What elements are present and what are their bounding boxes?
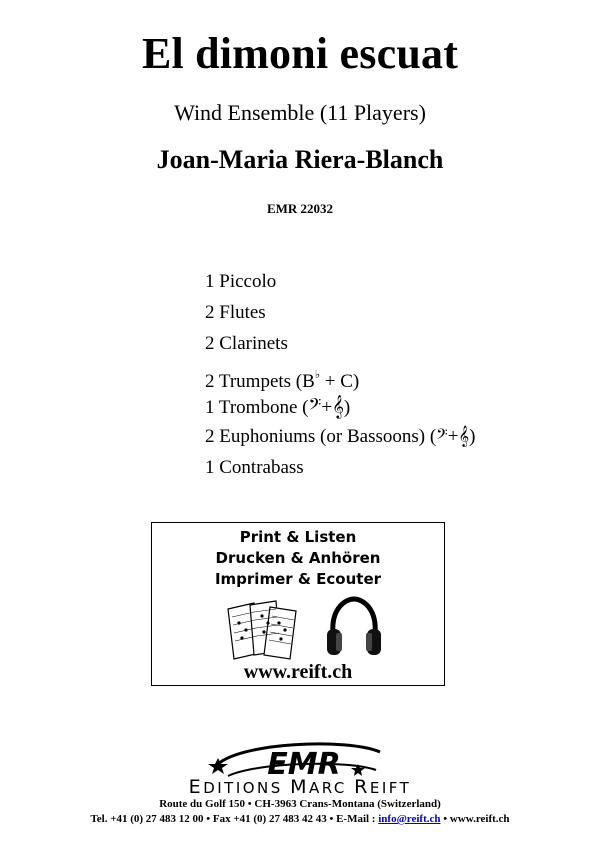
composer-name: Joan-Maria Riera-Blanch (156, 145, 444, 174)
trumpets-text-end: + C) (320, 371, 360, 392)
contact-website: • www.reift.ch (440, 813, 510, 825)
emr-logo-text: EMR (267, 747, 341, 782)
clef-plus: + (447, 426, 459, 447)
euphoniums-close: ) (469, 426, 476, 447)
promo-line-german: Drucken & Anhören (215, 549, 381, 567)
ensemble-subtitle: Wind Ensemble (11 Players) (174, 100, 426, 125)
piece-title: El dimoni escuat (141, 29, 459, 78)
instrument-clarinets: 2 Clarinets (205, 333, 288, 354)
print-listen-box (151, 522, 445, 686)
email-link[interactable]: info@reift.ch (378, 813, 441, 825)
treble-clef-icon: 𝄞 (332, 394, 344, 418)
treble-clef-icon: 𝄞 (458, 426, 470, 447)
bass-clef-icon: 𝄢 (436, 426, 448, 447)
instrumentation-list (205, 270, 475, 487)
instrument-euphoniums (205, 425, 475, 456)
headphones-icon (325, 595, 383, 661)
promo-line-french: Imprimer & Ecouter (214, 570, 382, 588)
instrument-trumpets (205, 363, 475, 394)
instrument-trombone (205, 394, 475, 425)
instrument-flutes: 2 Flutes (205, 302, 266, 323)
promo-text (152, 527, 444, 590)
publisher-contact (0, 813, 600, 825)
clef-plus: + (321, 397, 333, 418)
instrument-contrabass: 1 Contrabass (205, 457, 304, 478)
publisher-address: Route du Golf 150 • CH-3963 Crans-Montana (Switzerland) (159, 798, 441, 810)
trumpets-text: 2 Trumpets (B (205, 371, 315, 392)
instrument-piccolo: 1 Piccolo (205, 271, 277, 292)
publisher-name: EDITIONS MARC REIFT (188, 776, 412, 798)
contact-phone-fax: Tel. +41 (0) 27 483 12 00 • Fax +41 (0) 27 483 42 43 • E-Mail : (90, 813, 379, 825)
promo-website[interactable]: www.reift.ch (243, 661, 353, 683)
promo-line-english: Print & Listen (239, 528, 357, 546)
flat-sign-icon: ♭ (314, 369, 321, 381)
catalog-number: EMR 22032 (266, 201, 334, 216)
sheet-music-icon (224, 599, 300, 661)
bass-clef-icon: 𝄢 (308, 394, 322, 418)
euphoniums-text: 2 Euphoniums (or Bassoons) ( (205, 426, 437, 447)
trombone-close: ) (343, 397, 351, 418)
trombone-text: 1 Trombone ( (205, 397, 309, 418)
